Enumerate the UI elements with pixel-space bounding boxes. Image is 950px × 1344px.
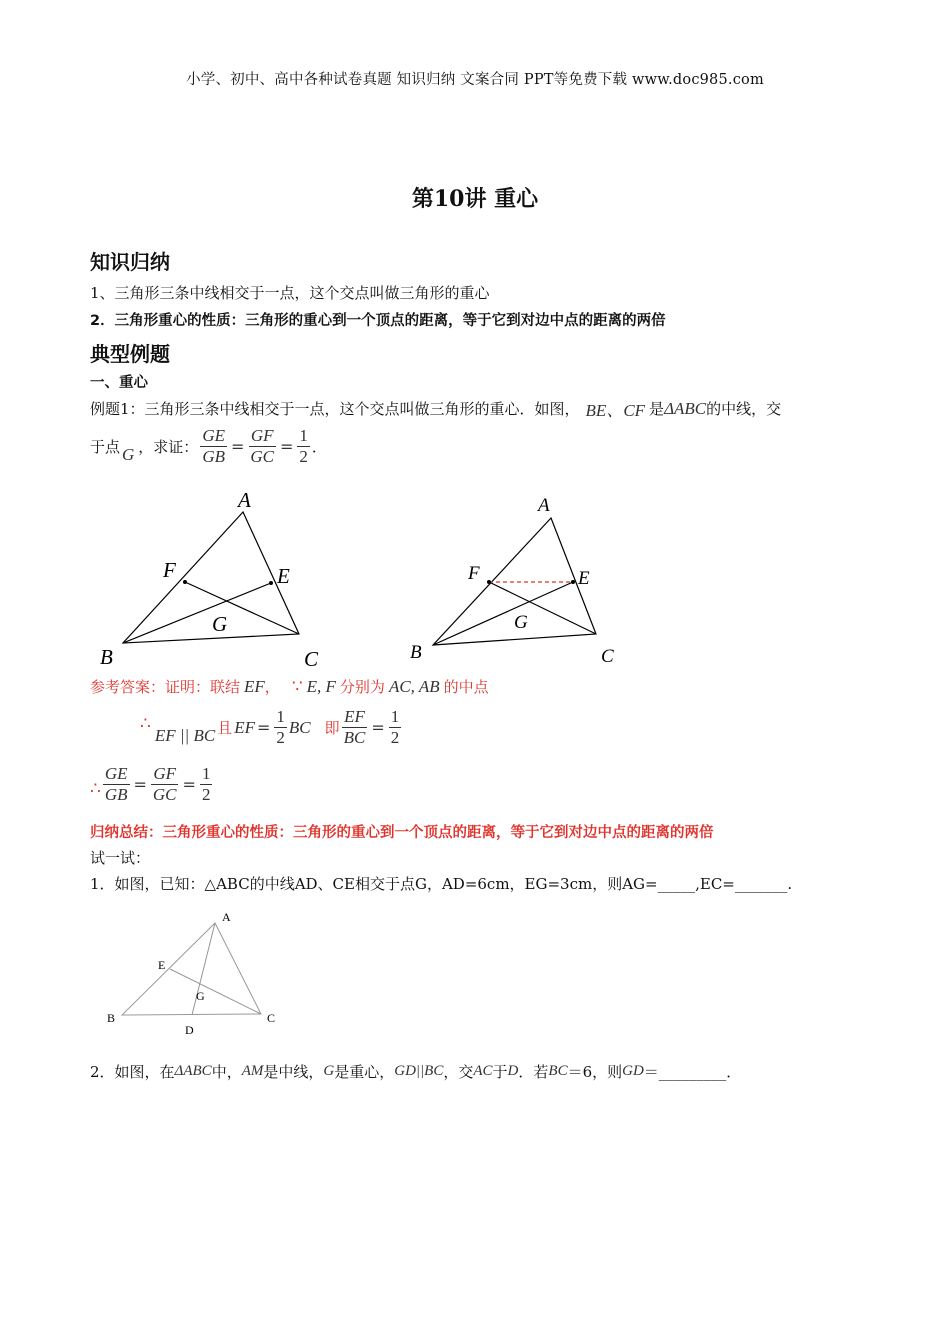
q2-math: AM [241,1063,264,1079]
example1-text: 的中线，交 [706,400,782,418]
label-e: E [158,958,166,972]
therefore-symbol: ∴ [90,778,101,799]
q2-text: 于 [492,1063,508,1081]
label-g: G [514,612,528,633]
q2-text: ．若 [518,1063,549,1081]
q2-math: G [323,1063,335,1079]
median-ce [170,969,261,1014]
answer-text: ， [264,678,280,696]
denominator: GC [250,447,275,466]
answer-math-ac-ab: AC, AB [388,676,440,696]
answer-line-2: ∴ EF || BC 且 EF = $\frac{1}{2}$ BC 即 $\frac{EF}{BC}$ = $\frac{1}{2}$ [140,707,400,747]
fraction-one-half [297,426,310,467]
example1-text: 于点 [90,438,121,456]
median-be [123,583,271,643]
label-c: C [601,646,614,667]
fraction-ge-gb [103,764,130,805]
triangle-figure-2 [400,488,640,673]
question-2 [90,1061,741,1082]
example1-math-point: G [122,444,135,464]
label-e: E [277,564,290,588]
numerator: 1 [201,764,211,783]
denominator: GB [202,447,225,466]
example1-math-triangle: ΔABC [664,398,707,418]
example1-text: 例题1：三角形三条中线相交于一点，这个交点叫做三角形的重心．如图， [90,400,580,418]
numerator: 1 [390,707,400,726]
label-f: F [468,563,480,584]
q2-math: D [507,1063,519,1079]
denominator: GC [152,785,177,804]
q2-text: 2．如图，在 [90,1063,175,1081]
denominator: 2 [390,728,400,747]
numerator: 1 [276,707,285,726]
answer-text: 分别为 [339,678,385,696]
median-cf [489,582,596,634]
label-c: C [267,1011,276,1025]
numerator: GF [153,764,177,783]
triangle-abc [123,512,299,643]
fraction-ge-gb [200,426,227,467]
knowledge-heading: 知识归纳 [90,250,170,274]
q2-text: ＝_________． [643,1063,742,1081]
answer-text: 的中点 [443,678,489,696]
point-e [571,580,575,584]
because-symbol: ∵ [291,676,303,697]
label-d: D [185,1023,194,1037]
answer-math-ef: EF [244,676,265,696]
q2-text: ＝6，则 [567,1063,623,1081]
label-b: B [107,1011,116,1025]
fraction-one-half [389,707,402,748]
page-header: 小学、初中、高中各种试卷真题 知识归纳 文案合同 PPT等免费下载 www.doc985.com [186,72,764,88]
example1-line1 [90,396,781,421]
q2-text: 中， [211,1063,242,1081]
median-cf [185,582,299,634]
label-e: E [578,568,590,589]
label-c: C [304,647,319,671]
denominator: BC [343,728,366,747]
example1-text: 是 [649,400,665,418]
numerator: GF [250,426,274,445]
example1-line2: 于点 G ，求证： $\frac{GE}{GB}$ = $\frac{GF}{GC}$ = $\frac{1}{2}$ ． [90,426,327,466]
knowledge-item-1: 1、三角形三条中线相交于一点，这个交点叫做三角形的重心 [90,284,490,302]
question-1: 1．如图，已知：△ABC的中线AD、CE相交于点G，AD=6cm，EG=3cm，则AG=_____,EC=_______. [90,875,793,893]
try-label: 试一试： [90,849,151,867]
summary-text: 归纳总结：三角形重心的性质：三角形的重心到一个顶点的距离，等于它到对边中点的距离的两倍 [90,825,714,841]
answer-text: 即 [324,719,340,737]
point-f [183,580,187,584]
answer-line-1 [90,676,489,697]
denominator: 2 [201,785,211,804]
knowledge-item-2: 2．三角形重心的性质：三角形的重心到一个顶点的距离，等于它到对边中点的距离的两倍 [90,313,666,329]
example1-text: ，求证： [138,438,199,456]
example1-text: ． [311,438,327,456]
fraction-one-half [200,764,213,805]
fraction-gf-gc [151,764,179,805]
triangle-abc [122,923,261,1015]
q2-text: 是中线， [263,1063,324,1081]
triangle-figure-3 [100,908,290,1038]
section-heading-centroid: 一、重心 [90,375,148,391]
point-f [487,580,491,584]
numerator: GE [104,764,128,783]
numerator: 1 [299,426,308,445]
numerator: EF [344,707,365,726]
denominator: 2 [276,728,285,747]
q2-math: GD||BC [394,1063,444,1079]
q2-math: GD [622,1063,644,1079]
answer-label: 参考答案：证明：联结 [90,678,241,696]
example1-math-medians: BE、CF [585,401,646,420]
page-title: 第10讲 重心 [411,186,539,212]
point-e [269,581,273,585]
denominator: 2 [299,447,308,466]
denominator: GB [104,785,128,804]
median-be [433,582,573,645]
label-g: G [212,612,228,636]
answer-math-ef: EF [234,717,255,737]
q2-text: ，交 [443,1063,474,1081]
answer-math-ef-points: E, F [306,676,336,696]
examples-heading: 典型例题 [90,342,170,366]
label-a: A [222,910,231,924]
label-b: B [100,645,113,669]
therefore-symbol: ∴ [140,713,151,734]
label-a: A [238,488,251,512]
fraction-gf-gc [248,426,276,467]
q2-math: ΔABC [174,1063,212,1079]
q2-math: AC [473,1063,493,1079]
label-f: F [163,558,176,582]
answer-text: 且 [217,719,233,737]
answer-math-bc: BC [288,717,311,737]
numerator: GE [202,426,225,445]
answer-line-3: ∴ $\frac{GE}{GB}$ = $\frac{GF}{GC}$ = $\frac{1}{2}$ [90,764,211,804]
label-a: A [538,495,550,516]
triangle-figure-1 [90,484,350,679]
label-g: G [196,989,205,1003]
q2-math: BC [548,1063,568,1079]
label-b: B [410,642,422,663]
answer-math-parallel: EF || BC [154,725,216,745]
fraction-one-half [274,707,287,748]
q2-text: 是重心， [334,1063,395,1081]
fraction-ef-bc [342,707,368,748]
